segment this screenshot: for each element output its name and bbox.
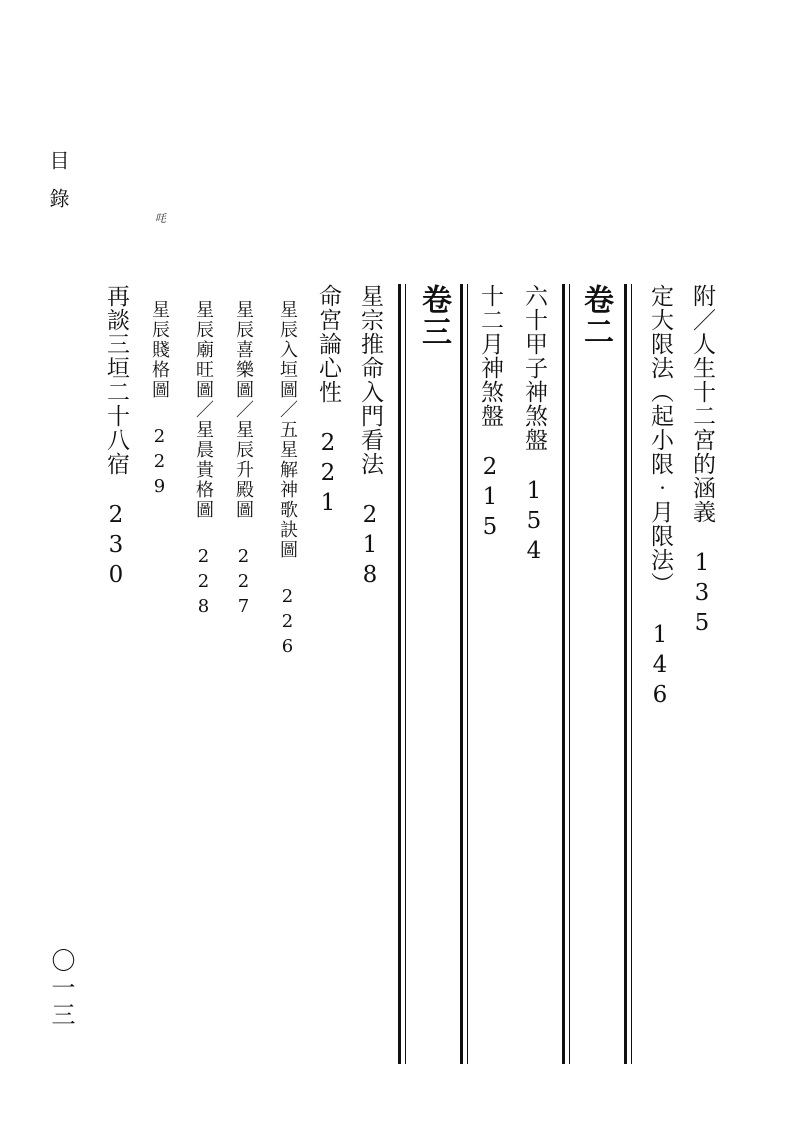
divider-rule [460,284,463,1064]
toc-entry-page: 227 [233,546,254,621]
toc-entry-title: 星辰廟旺圖／星晨貴格圖 [193,300,214,520]
toc-entry[interactable] [648,284,671,712]
volume-3-heading: 卷三 [416,284,451,348]
stray-mark: 㕰 [155,212,166,225]
toc-entry-title: 再談三垣二十八宿 [103,284,129,476]
toc-entry[interactable] [194,300,212,621]
divider-rule [467,284,468,1064]
toc-entry[interactable] [234,300,252,621]
toc-entry-page: 229 [149,426,170,501]
toc-entry[interactable] [316,284,339,520]
toc-entry-page: 215 [477,454,503,544]
toc-entry-title: 附／人生十二宮的涵義 [689,284,715,524]
divider-rule [398,284,401,1064]
toc-entry-title: 命宮論心性 [315,284,341,404]
toc-entry[interactable] [278,300,296,661]
divider-rule [631,284,632,1064]
toc-entry-title: 十二月神煞盤 [477,284,503,428]
divider-rule [624,284,627,1064]
page-number: 〇一三 [47,948,75,1029]
toc-entry-page: 221 [315,430,341,520]
toc-entry[interactable] [104,284,127,592]
toc-entry[interactable] [478,284,501,544]
toc-entry[interactable] [150,300,168,501]
toc-entry-title: 六十甲子神煞盤 [521,284,547,452]
toc-entry[interactable] [690,284,713,640]
toc-entry-page: 218 [357,502,383,592]
toc-entry[interactable] [522,284,545,568]
side-label-contents: 目錄 [46,150,70,226]
volume-2-heading: 卷二 [578,284,613,348]
toc-entry-title: 星辰喜樂圖／星辰升殿圖 [233,300,254,520]
divider-rule [405,284,406,1064]
toc-entry-page: 135 [689,550,715,640]
divider-rule [569,284,570,1064]
toc-entry-title: 星宗推命入門看法 [357,284,383,476]
divider-rule [562,284,565,1064]
toc-entry-page: 146 [647,622,673,712]
toc-entry-title: 星辰入垣圖／五星解神歌訣圖 [277,300,298,560]
toc-entry-page: 228 [193,546,214,621]
toc-entry-page: 154 [521,478,547,568]
toc-entry[interactable] [358,284,381,592]
toc-entry-title: 星辰賤格圖 [149,300,170,400]
toc-entry-title: 定大限法（起小限‧月限法） [647,284,673,596]
toc-entry-page: 230 [103,502,129,592]
toc-entry-page: 226 [277,586,298,661]
